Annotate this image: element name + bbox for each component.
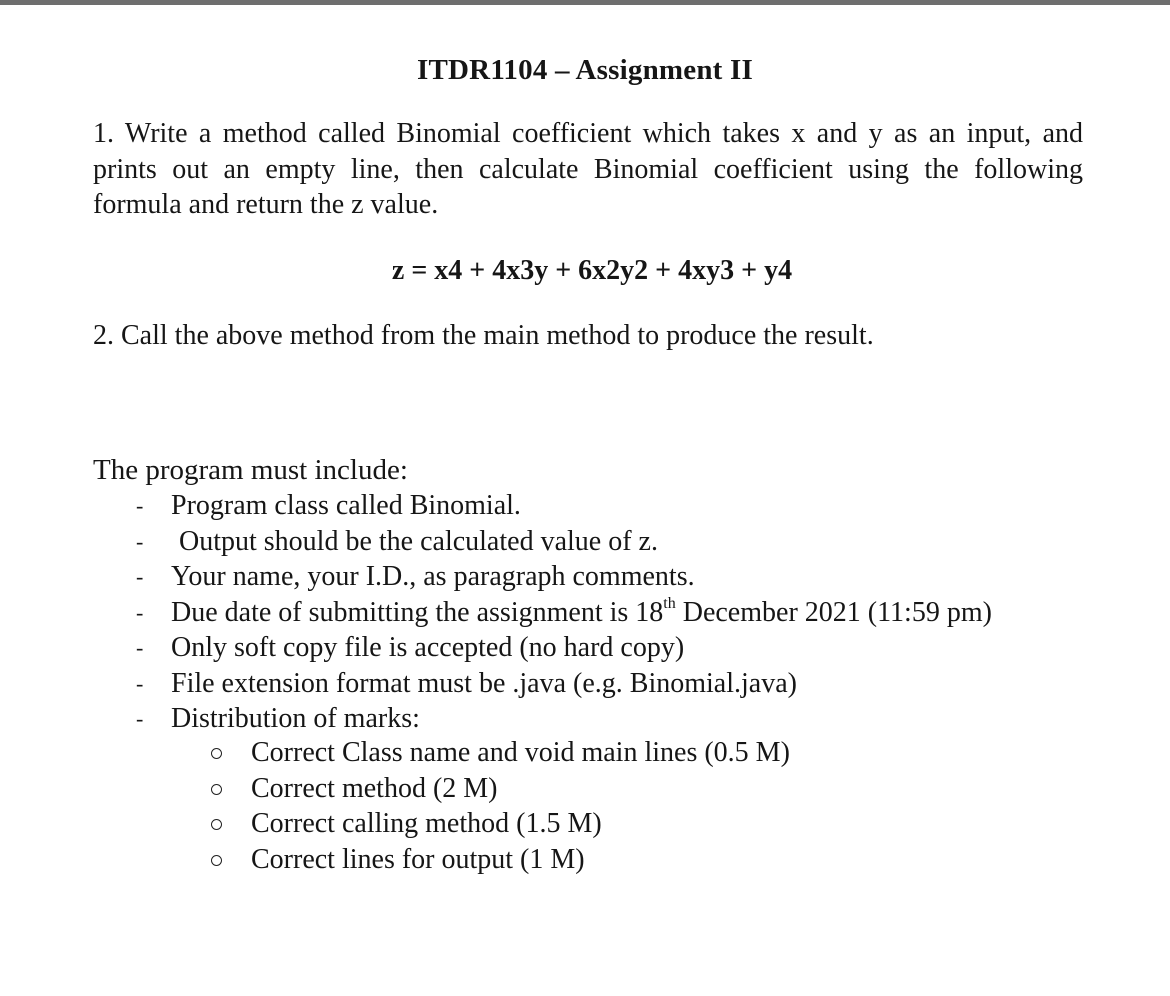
marks-text: Correct method (2 M)	[251, 772, 498, 804]
question-1: 1. Write a method called Binomial coefficient which takes x and y as an input, and prints out an empty line, then calculate Binomial coefficient using the following formula and return the z value.	[93, 118, 1083, 220]
marks-text: Correct Class name and void main lines (0.5 M)	[251, 737, 790, 768]
binomial-formula: z = x4 + 4x3y + 6x2y2 + 4xy3 + y4	[391, 255, 793, 286]
dash-bullet: -	[136, 706, 144, 731]
due-date-after: December 2021 (11:59 pm)	[675, 596, 992, 628]
requirement-text: Program class called Binomial.	[171, 490, 521, 521]
dash-bullet: -	[136, 599, 144, 625]
marks-text: Correct calling method (1.5 M)	[251, 808, 602, 839]
circle-bullet-icon	[211, 748, 222, 759]
circle-bullet-icon	[211, 819, 222, 830]
requirements-heading: The program must include:	[93, 454, 408, 486]
dash-bullet: -	[136, 528, 144, 554]
requirement-text: File extension format must be .java (e.g. Binomial.java)	[171, 667, 797, 699]
marks-text: Correct lines for output (1 M)	[251, 843, 585, 875]
circle-bullet-icon	[211, 855, 222, 866]
question-2: 2. Call the above method from the main method to produce the result.	[93, 320, 874, 351]
document-title: ITDR1104 – Assignment II	[417, 54, 753, 86]
due-date-ordinal: th	[663, 595, 676, 613]
due-date-before: Due date of submitting the assignment is 18	[171, 596, 664, 628]
requirement-text: Only soft copy file is accepted (no hard copy)	[171, 632, 685, 663]
dash-bullet: -	[136, 564, 144, 589]
dash-bullet: -	[136, 635, 144, 660]
dash-bullet: -	[136, 670, 144, 696]
requirement-due-date	[171, 595, 992, 631]
circle-bullet-icon	[211, 784, 222, 795]
requirement-text: Your name, your I.D., as paragraph comments.	[171, 561, 695, 592]
dash-bullet: -	[136, 493, 144, 518]
requirement-text: Output should be the calculated value of z.	[179, 525, 658, 557]
requirement-text: Distribution of marks:	[171, 703, 420, 734]
